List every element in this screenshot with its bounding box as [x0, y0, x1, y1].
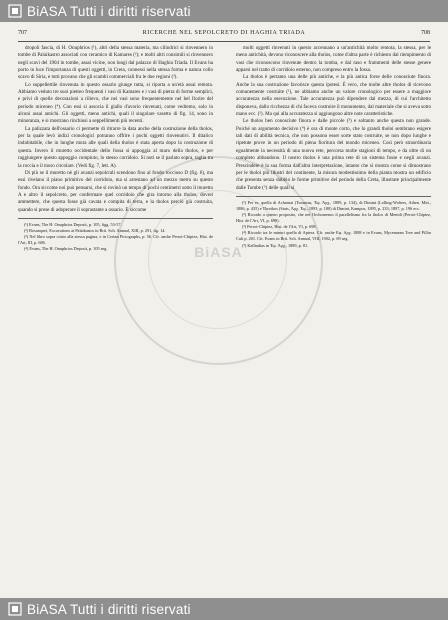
banner-text: BiASA Tutti i diritti riservati — [27, 3, 191, 19]
footnote: (⁵) Kalliadias in Ἐφ. Ἀρχ., 1889, p. 81. — [242, 242, 309, 248]
footnote: (⁴) Ricordo tra le minori quella di Aptera. Cfr. anche Εφ. Αρχ. 1888 e in Evans, Mycenaean Tree and Pillar Cult p. 201. Cfr. Evans in Brit. Sch. Annual, VIII, 1902, p. 69 seg. — [236, 230, 431, 242]
header-rule — [18, 41, 430, 42]
footnote: (³) Nel libro sopra citato alla stessa pagina, e in Cretan Pictographs, p. 56. Cfr. anche Perrot-Chipiez, Hist. de l'Art, III, p. 686. — [18, 234, 213, 246]
footnotes — [18, 218, 213, 252]
footnote: (³) Perrot-Chipiez, Hist. de l'Art, VI, p. 698. — [242, 224, 317, 230]
page-number-left: 707 — [18, 30, 27, 36]
top-watermark-banner — [0, 0, 448, 22]
biasa-logo-icon — [8, 602, 22, 616]
right-text-column — [236, 45, 431, 249]
paragraph: Di più se il muretto nè gli avanzi sepolcrali scendono fino al fondo roccioso D (fig. 6), ma essi rivelano il piano primitivo del corridoio, ma si arrestano ad un mezzo metro su questo fondo. Ora siccome noi può pensarsi, che si rovinò un tempo di pochi centimetri sotto il muretto A e altro il sepolcreto, per confermare quel corridoio che gira intorno alla tholos, dovrei ammettere, che questa fosse già cavata e compita di terra, e la tholos perciò già costruita, quando si prese di adoperare il soprastante a ossario. E siccome — [18, 169, 213, 213]
running-title: RICERCHE NEL SEPOLCRETO DI HAGHIA TRIADA — [142, 30, 306, 36]
paragraph: La tholos è pertanto una delle più antiche, e la più antica forse delle conosciute finora. Anche la sua costruzione favorisce questa ipotesi. È vero, che molte altre tholos di ricevono comunemente costruite (¹), ne abbiamo anche un valore cronologico per essere a maggiore accuratezza nella esecuzione. Tale accuratezza può dipendere dal mezzo, di cui l'architetto disponeva, dallo ricchezza di chi faceva costruire il monumento, dal materiale che si aveva sotto mano ecc. (²). Ma qui alla accuratezza si aggiungono altre note caratteristiche. — [236, 74, 431, 118]
footnote: (⁴) Evans, The H. Onuphrios Deposit, p. 105 seg. — [24, 246, 108, 252]
paragraph: Lo suppellettile rinvenuta in questo ossario giunge tutta, si riporta a un'età assai remota. Abbiamo veduto tre suoi pietreo frequenti i vasi di Kamares e i vasi di pietra di forme semplici, e privi di quelle decorazioni a rilievo, che nei vasi sono frequentemente nel bel fiorire del periodo miceneo (⁴). Con essi si associa il giallo d'avorio rinvenuti, come vedremo, solo in alcuni assai antichi. Gli oggetti, meno antichi, quali il singolare vasetto di fig. 14, sono in minoranza, e si mostrano rinchiusi a seppellimenti più recenti. — [18, 81, 213, 125]
page-number-right: 708 — [420, 30, 430, 36]
paragraph: molti oggetti rinvenuti in questo accennano a un'antichità molto remota, la stessa, per le meno antichità, devono riconoscere alla tholos, come d'altra parte è richiesto dal riempimento di vasi che riconoscono rinvenute dentro la tomba, e dal raso e frammenti delle stesse genere apparsi nel tratto di corridoio esterno, non compreso entro la fossa. — [236, 45, 431, 74]
biasa-logo-icon — [8, 4, 22, 18]
paragraph: La palizzata dell'ossario ci permette di ritrarre la data anche della costruzione della tholos, per la quale levò indizi cronologici potranno offrire i pochi oggetti rinvenutivi. Il ditalico indubitabile, che in lunghe mura alle quali della tholos è stata aperta dopo la costruzione di questa. Invero il muretto occidentale dello fossa si appoggia al muro della tholos, e per raggiungere questo appoggio compiuto, lo stesso corridoio. Si noti se il parlato sopra, taglia tra la roccia e il muro circolare. (Vedi fig. 7, lett. A). — [18, 125, 213, 169]
footnote: (¹) Per es. quella di Acharnai (Tsountas, Ἐφ. Ἀρχ., 1889, p. 134), di Dimini (Lolling-Wolters, Athen. Mitt., 1886, p. 435) e Thorikos (Stais, Ἀρχ. Ἐφ., 1893, p. 180) di Dimini, Kampos, 1895, p. 233; 1897, p. 196 ecc. — [236, 199, 431, 211]
paragraph: Le tholos ben conosciute finora e dalle piccole (³) e soltanto anche questa non grande. Poiché un argomento decisivo (⁴) è ora di monte corto, che lo grandi tholoi sembrano esigere tali dati di abilità tecnica, che non possono esser sorte stato costruite, se non dopo lunghe e ripetute prove in un periodo di piena fioritura del mondo miceneo. Così però straordinaria egualmente la necessità di una nuova rete, percorsa molte stagioni di tempo, e da oltre di un completo abbandono. Il nostro tholos è una prima rete di un sistema fosse e negli avanzi. Prescindere è la sua forma dall'altra interpretazione, intanto che si mostra come si dimostrano per le tholoi più illustri del continente, la misura modestissimo della pianta mostra un edificio che presenta senza dubbio le forme primitive del periodo della Creta, illustrate principalmente dalle Tombe (⁵) delle quali si — [236, 118, 431, 191]
banner-text: BiASA Tutti i diritti riservati — [27, 601, 191, 617]
seal-text: BiASA — [194, 244, 243, 260]
footnotes — [236, 196, 431, 249]
left-text-column — [18, 45, 213, 252]
footnote: (²) Ricordo a questo proposito, che nei Orchomenos il parallelismo fra la tholos di Menidi (Perrot-Chipiez, Hist. de l'Art, VI, p. 698). — [236, 212, 431, 224]
footnote: (²) Bosanquet, Excavations at Palaikastro in Brit. Sch. Annual, XIII, p. 291, fig. 14. — [24, 228, 166, 233]
bottom-watermark-banner — [0, 598, 448, 620]
running-header — [18, 27, 430, 39]
paragraph: dropoli fascia, di H. Onuphrios (¹), altri della stessa materia, ma cilindrici si rinvennero in tombe di Palaikastro associati con ceramico di Kamares (²); e molti altri consimili si rinvennero negli scavi del 1904 in tombe, assai vicine, non lungi dal palazzo di Haghia Triada. Il Evans ha porto in luce l'importanza di questi oggetti, in Creta, connessi nella stessa forma e natura collo scavo di Siria, e tutti provano che gli scambi commerciali fra le due regioni (³). — [18, 45, 213, 81]
footnote: (¹) Evans, The H. Onuphrios Deposit, p. 105, figg. 53-57. — [24, 221, 122, 227]
